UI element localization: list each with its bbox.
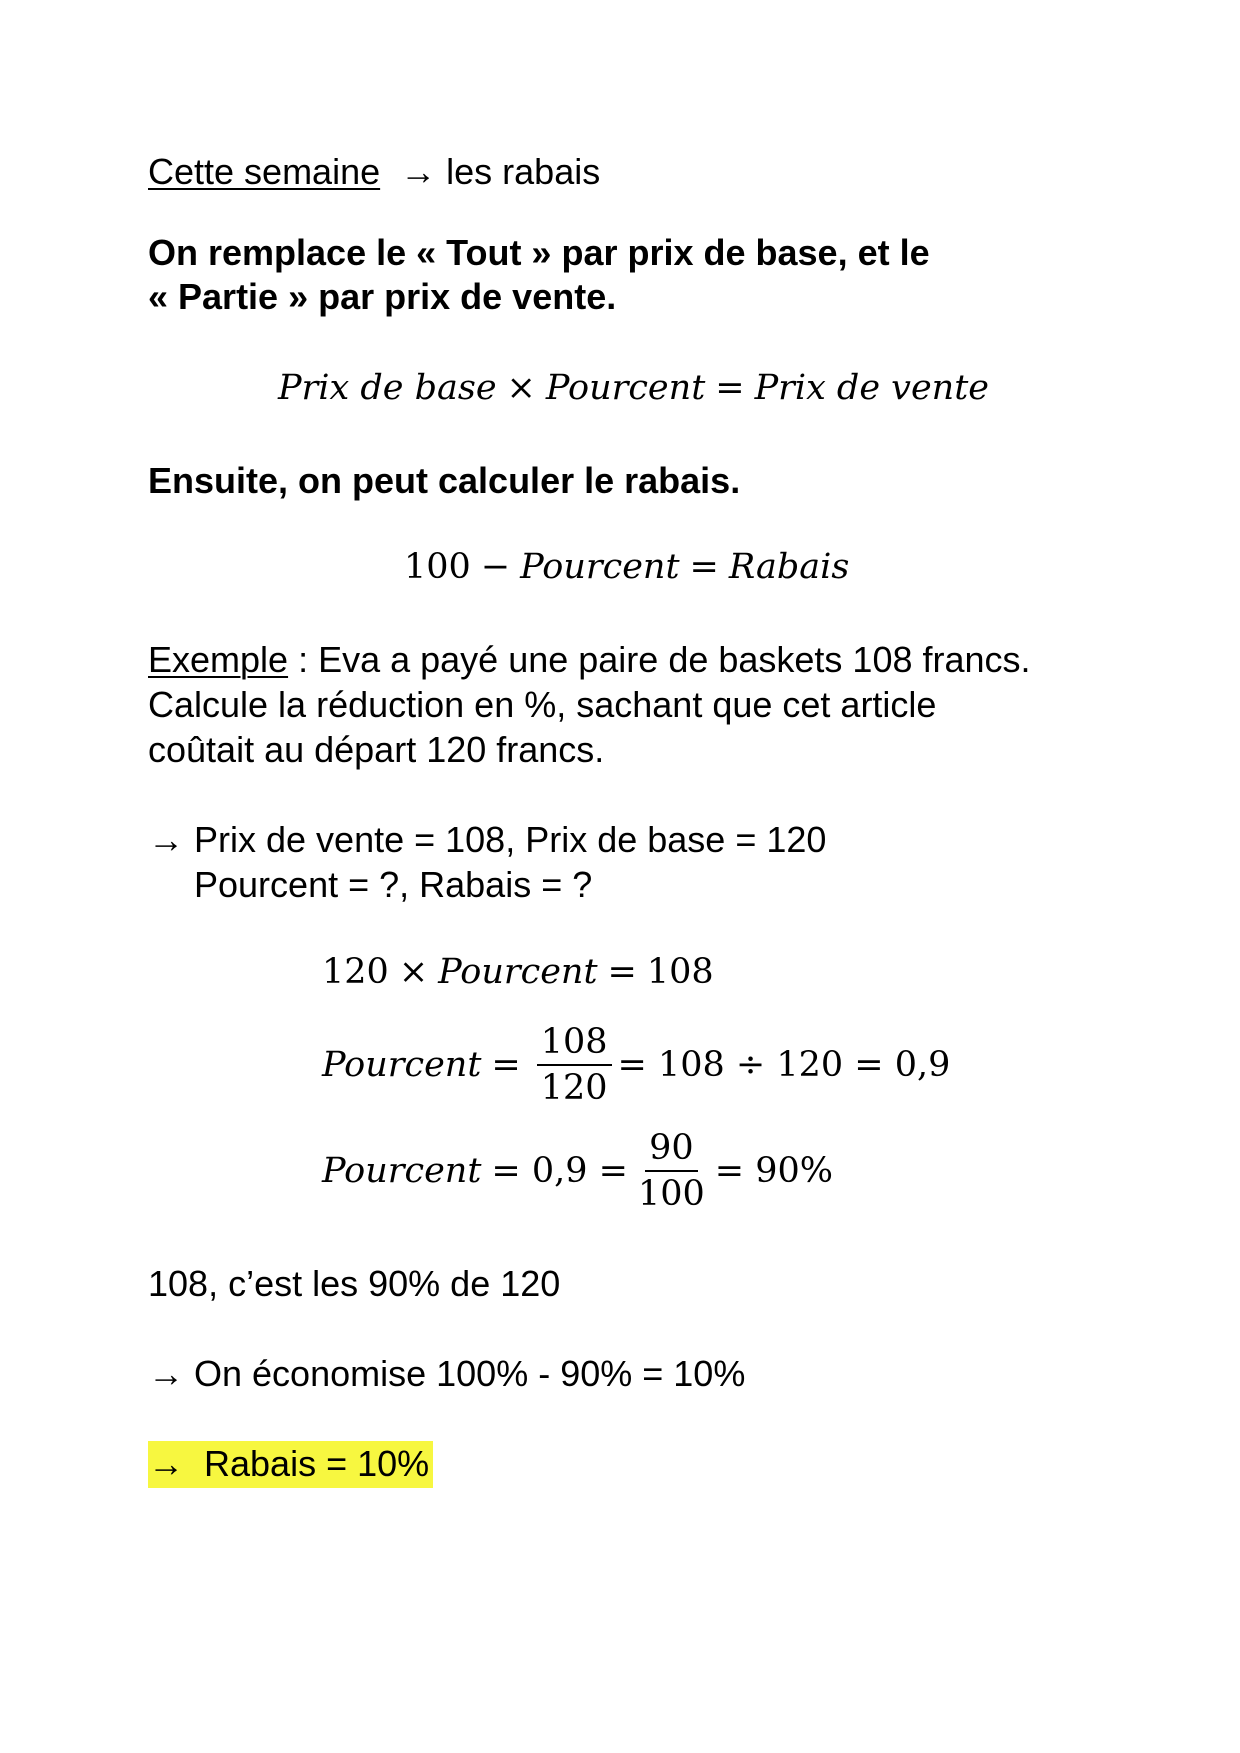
calc-eq2 — [322, 1015, 950, 1115]
formula2-op1: − — [480, 547, 511, 587]
rule2-text: Ensuite, on peut calculer le rabais. — [148, 460, 741, 501]
eq1-op1: × — [398, 952, 429, 992]
eq3-a: Pourcent — [322, 1151, 482, 1191]
formula1-b: Pourcent — [545, 368, 706, 408]
calc-eq3 — [322, 1121, 833, 1221]
formula2-b: Pourcent — [520, 547, 680, 587]
eq1-c: 108 — [646, 952, 714, 992]
formula2-op2: = — [689, 547, 719, 587]
example-label: Exemple — [148, 639, 289, 680]
given-line1-text: Prix de vente = 108, Prix de base = 120 — [184, 819, 827, 860]
eq3-rest: = 90% — [714, 1151, 834, 1191]
eq3-denominator: 100 — [637, 1174, 705, 1214]
example-line2: Calcule la réduction en %, sachant que cet article — [148, 684, 937, 725]
intro-topic-rest: les rabais — [436, 151, 601, 192]
formula-discount — [404, 545, 849, 589]
rule1-line1: On remplace le « Tout » par prix de base, et le — [148, 232, 930, 273]
arrow-icon: → — [148, 1353, 184, 1394]
given-line2: Pourcent = ?, Rabais = ? — [194, 864, 593, 905]
formula2-c: Rabais — [728, 547, 850, 587]
formula1-c: Prix de vente — [754, 368, 989, 408]
result-text: Rabais = 10% — [184, 1443, 430, 1484]
eq2-a: Pourcent — [322, 1045, 482, 1085]
eq1-a: 120 — [322, 952, 389, 992]
intro-line — [148, 150, 600, 194]
eq2-denominator: 120 — [540, 1068, 608, 1108]
eq2-rest: = 108 ÷ 120 = 0,9 — [617, 1045, 951, 1085]
formula1-op2: = — [715, 368, 745, 408]
calc-eq1 — [322, 950, 714, 994]
formula1-a: Prix de base — [278, 368, 497, 408]
result-line — [148, 1442, 433, 1486]
formula1-op1: × — [506, 368, 536, 408]
conclusion2-text: On économise 100% - 90% = 10% — [184, 1353, 746, 1394]
example-line1-rest: : Eva a payé une paire de baskets 108 francs. — [288, 639, 1031, 680]
eq2-numerator: 108 — [537, 1022, 612, 1066]
eq2-fraction — [537, 1022, 612, 1108]
eq1-op2: = — [607, 952, 637, 992]
conclusion2 — [148, 1352, 745, 1396]
example-line1 — [148, 638, 1031, 682]
intro-topic-underlined: Cette semaine — [148, 151, 381, 192]
example-line3: coûtait au départ 120 francs. — [148, 729, 605, 770]
arrow-icon: → — [400, 151, 437, 192]
eq2-op1: = — [491, 1045, 521, 1085]
formula-base-percent-sale — [278, 366, 989, 410]
conclusion1: 108, c’est les 90% de 120 — [148, 1263, 561, 1304]
eq3-mid: = 0,9 = — [491, 1151, 628, 1191]
arrow-icon: → — [148, 819, 184, 860]
result-highlight — [148, 1441, 433, 1488]
rule1-line2: « Partie » par prix de vente. — [148, 276, 617, 317]
eq3-numerator: 90 — [645, 1128, 698, 1172]
eq1-b: Pourcent — [438, 952, 598, 992]
eq3-fraction — [634, 1128, 709, 1214]
arrow-icon: → — [148, 1443, 184, 1484]
given-line1 — [148, 818, 826, 862]
formula2-a: 100 — [404, 547, 471, 587]
